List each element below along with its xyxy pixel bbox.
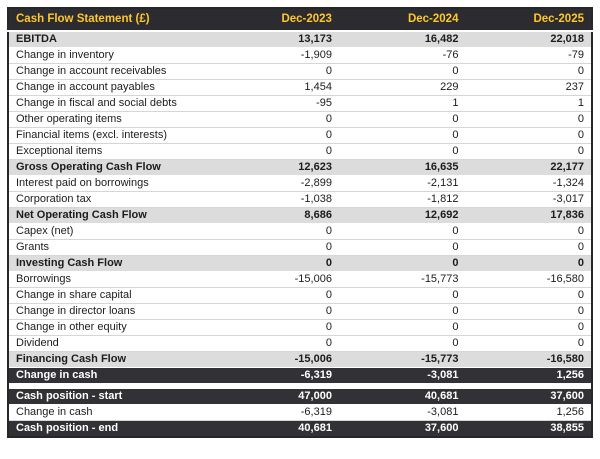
row-value: 0 bbox=[465, 224, 592, 240]
row-value: 1 bbox=[339, 96, 466, 112]
table-row bbox=[8, 160, 592, 176]
row-value: -6,319 bbox=[212, 368, 339, 384]
table-title: Cash Flow Statement (£) bbox=[8, 8, 212, 31]
row-label: Dividend bbox=[8, 336, 212, 352]
table-row bbox=[8, 80, 592, 96]
row-value: 0 bbox=[212, 304, 339, 320]
row-label: Exceptional items bbox=[8, 144, 212, 160]
row-label: Gross Operating Cash Flow bbox=[8, 160, 212, 176]
row-label: Interest paid on borrowings bbox=[8, 176, 212, 192]
row-value: 237 bbox=[465, 80, 592, 96]
table-row bbox=[8, 368, 592, 384]
row-value: 0 bbox=[212, 336, 339, 352]
table-row bbox=[8, 304, 592, 320]
row-value: -3,081 bbox=[339, 368, 466, 384]
row-value: -3,017 bbox=[465, 192, 592, 208]
row-value: 17,836 bbox=[465, 208, 592, 224]
row-value: 0 bbox=[465, 336, 592, 352]
row-label: Change in cash bbox=[8, 405, 212, 421]
row-value: 0 bbox=[465, 112, 592, 128]
cash-flow-table bbox=[7, 7, 593, 438]
table-row bbox=[8, 288, 592, 304]
row-label: Change in director loans bbox=[8, 304, 212, 320]
row-value: 16,635 bbox=[339, 160, 466, 176]
table-row bbox=[8, 48, 592, 64]
row-value: 40,681 bbox=[212, 421, 339, 438]
row-value: 1,454 bbox=[212, 80, 339, 96]
row-label: Cash position - end bbox=[8, 421, 212, 438]
table-body bbox=[8, 31, 592, 437]
row-value: 0 bbox=[212, 144, 339, 160]
row-label: Financing Cash Flow bbox=[8, 352, 212, 368]
table-row bbox=[8, 421, 592, 438]
row-value: 0 bbox=[339, 224, 466, 240]
table-row bbox=[8, 352, 592, 368]
column-header-dec-2023: Dec-2023 bbox=[212, 8, 339, 31]
row-value: -1,909 bbox=[212, 48, 339, 64]
row-value: 0 bbox=[339, 128, 466, 144]
row-label: Change in fiscal and social debts bbox=[8, 96, 212, 112]
row-label: Change in inventory bbox=[8, 48, 212, 64]
table-row bbox=[8, 128, 592, 144]
row-value: 229 bbox=[339, 80, 466, 96]
table-row bbox=[8, 336, 592, 352]
row-label: Grants bbox=[8, 240, 212, 256]
table-row bbox=[8, 256, 592, 272]
row-label: Cash position - start bbox=[8, 389, 212, 405]
row-value: 12,623 bbox=[212, 160, 339, 176]
row-value: 0 bbox=[212, 256, 339, 272]
row-label: Net Operating Cash Flow bbox=[8, 208, 212, 224]
row-value: 38,855 bbox=[465, 421, 592, 438]
row-value: 0 bbox=[339, 336, 466, 352]
row-value: 0 bbox=[339, 256, 466, 272]
row-value: 0 bbox=[465, 288, 592, 304]
row-value: 0 bbox=[339, 64, 466, 80]
row-value: 1,256 bbox=[465, 368, 592, 384]
row-value: 47,000 bbox=[212, 389, 339, 405]
table-header-row bbox=[8, 8, 592, 31]
table-row bbox=[8, 112, 592, 128]
row-value: 0 bbox=[212, 288, 339, 304]
row-label: Change in share capital bbox=[8, 288, 212, 304]
row-value: 0 bbox=[339, 288, 466, 304]
row-value: 8,686 bbox=[212, 208, 339, 224]
row-value: 40,681 bbox=[339, 389, 466, 405]
table-row bbox=[8, 240, 592, 256]
row-value: 22,018 bbox=[465, 31, 592, 48]
row-value: 13,173 bbox=[212, 31, 339, 48]
row-label: Change in other equity bbox=[8, 320, 212, 336]
row-value: 0 bbox=[465, 144, 592, 160]
table-row bbox=[8, 389, 592, 405]
row-value: 0 bbox=[465, 64, 592, 80]
row-value: 1,256 bbox=[465, 405, 592, 421]
table-row bbox=[8, 320, 592, 336]
row-value: 0 bbox=[465, 240, 592, 256]
row-value: -76 bbox=[339, 48, 466, 64]
row-label: Change in account receivables bbox=[8, 64, 212, 80]
row-value: 0 bbox=[212, 112, 339, 128]
row-value: 0 bbox=[212, 224, 339, 240]
table-row bbox=[8, 64, 592, 80]
table-row bbox=[8, 272, 592, 288]
table-row bbox=[8, 144, 592, 160]
row-value: 0 bbox=[212, 240, 339, 256]
row-value: 16,482 bbox=[339, 31, 466, 48]
row-label: Corporation tax bbox=[8, 192, 212, 208]
row-value: 0 bbox=[212, 320, 339, 336]
row-value: -15,773 bbox=[339, 272, 466, 288]
row-label: Capex (net) bbox=[8, 224, 212, 240]
row-value: -2,899 bbox=[212, 176, 339, 192]
row-value: 0 bbox=[212, 64, 339, 80]
row-value: -15,006 bbox=[212, 272, 339, 288]
row-label: Borrowings bbox=[8, 272, 212, 288]
row-value: 0 bbox=[339, 304, 466, 320]
row-value: -3,081 bbox=[339, 405, 466, 421]
table-row bbox=[8, 224, 592, 240]
row-value: 0 bbox=[465, 304, 592, 320]
row-label: Change in account payables bbox=[8, 80, 212, 96]
row-value: -2,131 bbox=[339, 176, 466, 192]
column-header-dec-2024: Dec-2024 bbox=[339, 8, 466, 31]
table-row bbox=[8, 405, 592, 421]
column-header-dec-2025: Dec-2025 bbox=[465, 8, 592, 31]
row-value: -1,038 bbox=[212, 192, 339, 208]
row-label: Change in cash bbox=[8, 368, 212, 384]
row-value: -16,580 bbox=[465, 352, 592, 368]
table-row bbox=[8, 208, 592, 224]
row-value: 0 bbox=[339, 144, 466, 160]
row-value: 0 bbox=[212, 128, 339, 144]
row-label: Other operating items bbox=[8, 112, 212, 128]
row-value: 1 bbox=[465, 96, 592, 112]
row-value: 0 bbox=[339, 240, 466, 256]
row-value: -1,812 bbox=[339, 192, 466, 208]
row-value: 0 bbox=[339, 320, 466, 336]
row-value: 0 bbox=[465, 320, 592, 336]
row-value: -15,006 bbox=[212, 352, 339, 368]
row-label: Investing Cash Flow bbox=[8, 256, 212, 272]
table-row bbox=[8, 31, 592, 48]
row-value: 0 bbox=[465, 256, 592, 272]
row-value: -95 bbox=[212, 96, 339, 112]
row-value: -6,319 bbox=[212, 405, 339, 421]
row-value: 22,177 bbox=[465, 160, 592, 176]
row-label: Financial items (excl. interests) bbox=[8, 128, 212, 144]
row-value: 37,600 bbox=[465, 389, 592, 405]
row-value: 0 bbox=[339, 112, 466, 128]
row-value: -16,580 bbox=[465, 272, 592, 288]
table-row bbox=[8, 96, 592, 112]
row-value: 12,692 bbox=[339, 208, 466, 224]
row-value: 0 bbox=[465, 128, 592, 144]
row-value: 37,600 bbox=[339, 421, 466, 438]
table-row bbox=[8, 176, 592, 192]
cash-flow-statement-page bbox=[7, 7, 593, 438]
row-value: -79 bbox=[465, 48, 592, 64]
table-row bbox=[8, 192, 592, 208]
row-label: EBITDA bbox=[8, 31, 212, 48]
row-value: -15,773 bbox=[339, 352, 466, 368]
row-value: -1,324 bbox=[465, 176, 592, 192]
